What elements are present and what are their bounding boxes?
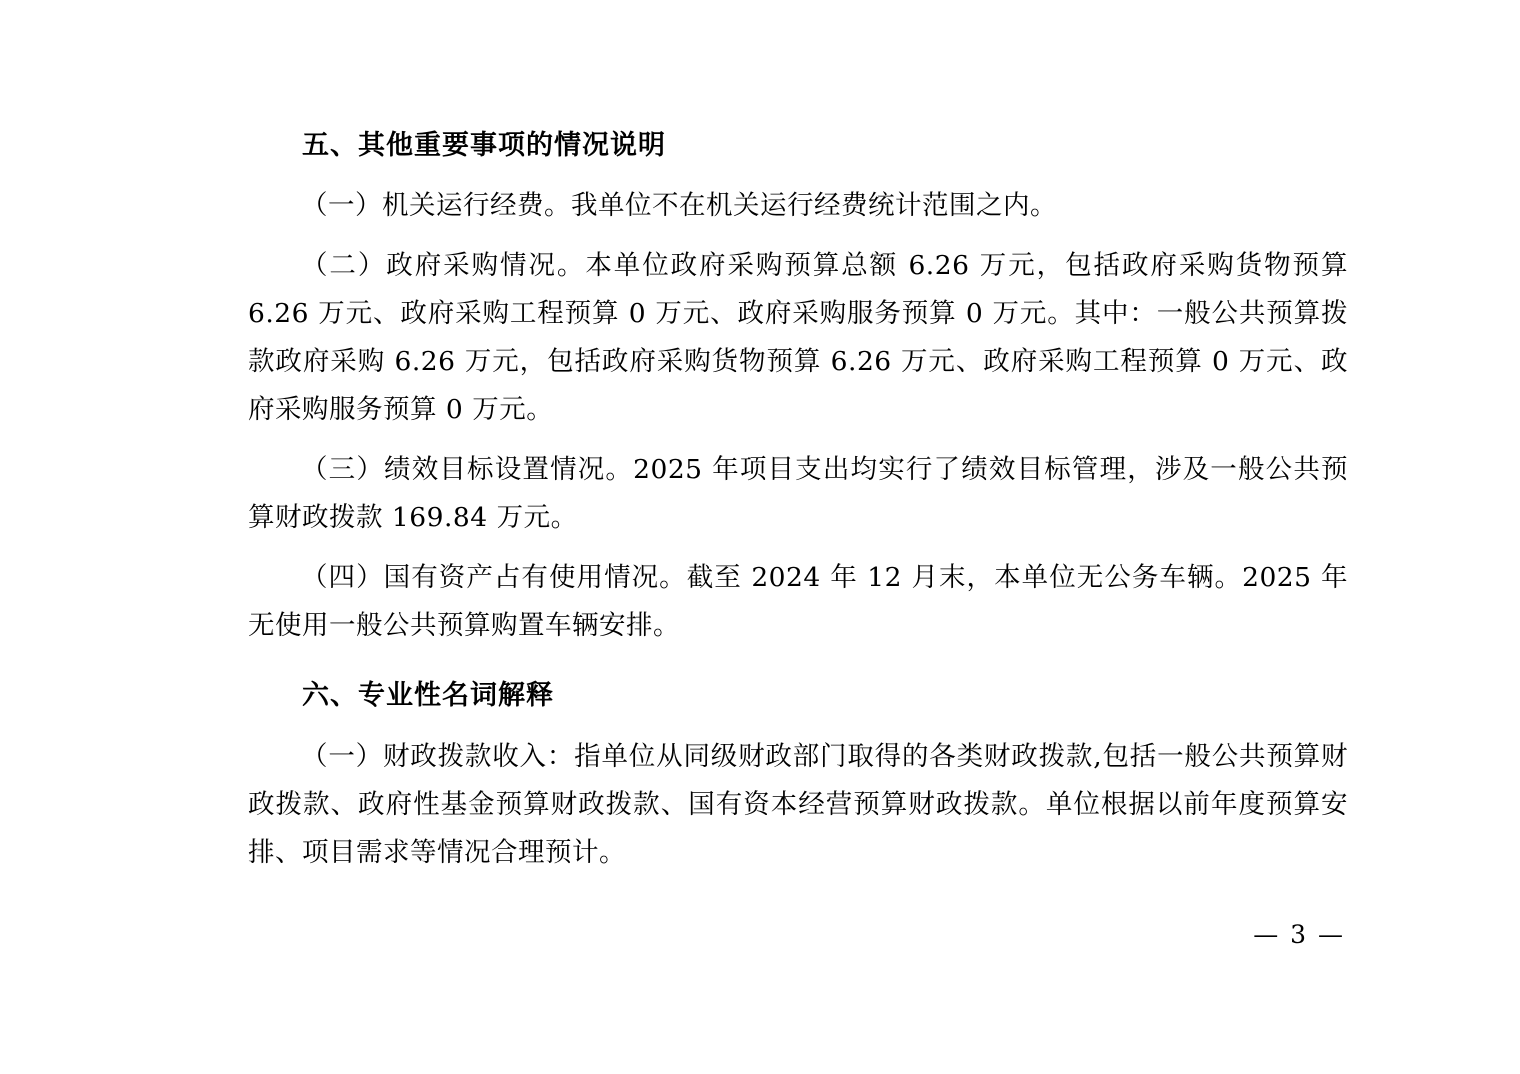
paragraph-5-2: （二）政府采购情况。本单位政府采购预算总额 6.26 万元，包括政府采购货物预算 6.26 万元、政府采购工程预算 0 万元、政府采购服务预算 0 万元。其中：一般公共预算拨款政府采购 6.26 万元，包括政府采购货物预算 6.26 万元、政府采购工程预算 0 万元、政府采购服务预算 0 万元。 <box>248 250 1348 426</box>
document-body <box>248 130 1348 877</box>
section-heading-five: 五、其他重要事项的情况说明 <box>302 130 666 161</box>
section-heading-six: 六、专业性名词解释 <box>302 680 554 712</box>
paragraph-5-4: （四）国有资产占有使用情况。截至 2024 年 12 月末，本单位无公务车辆。2025 年无使用一般公共预算购置车辆安排。 <box>248 562 1348 642</box>
paragraph-5-3: （三）绩效目标设置情况。2025 年项目支出均实行了绩效目标管理，涉及一般公共预算财政拨款 169.84 万元。 <box>248 454 1348 534</box>
paragraph-5-1: （一）机关运行经费。我单位不在机关运行经费统计范围之内。 <box>301 190 1057 222</box>
paragraph-6-1: （一）财政拨款收入：指单位从同级财政部门取得的各类财政拨款,包括一般公共预算财政拨款、政府性基金预算财政拨款、国有资本经营预算财政拨款。单位根据以前年度预算安排、项目需求等情况合理预计。 <box>248 740 1348 868</box>
page-number: — 3 — <box>1253 920 1345 949</box>
